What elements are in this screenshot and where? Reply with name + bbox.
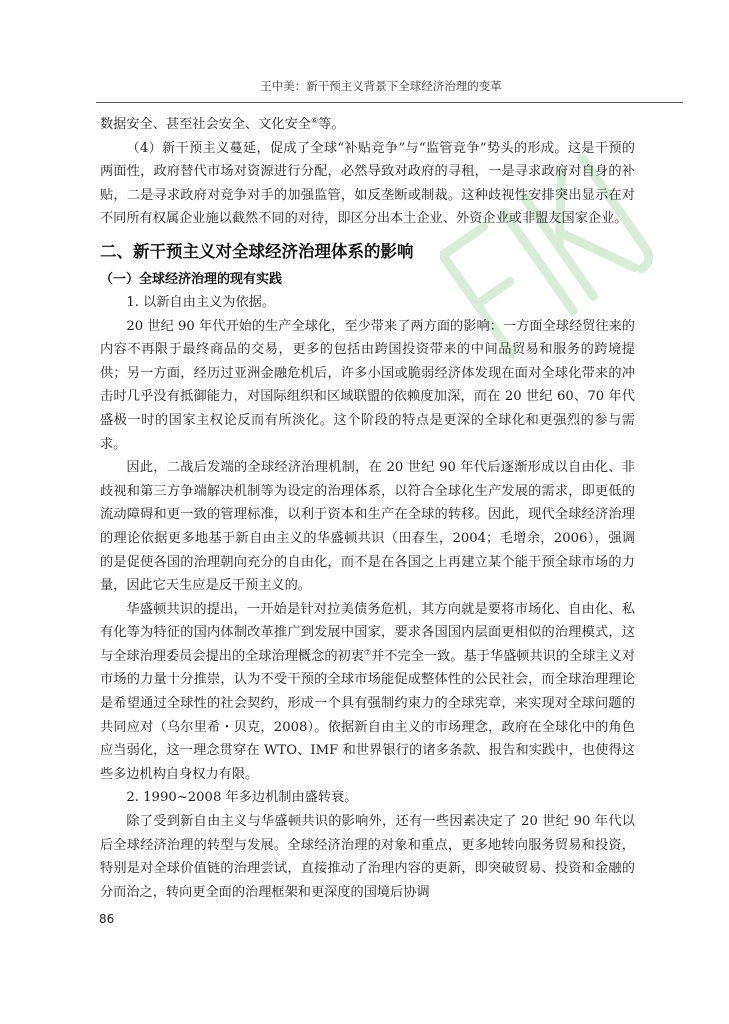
article-body — [100, 113, 635, 904]
paragraph: （4）新干预主义蔓延，促成了全球“补贴竞争”与“监管竞争”势头的形成。这是干预的两面性，政府替代市场对资源进行分配，必然导致对政府的寻租，一是寻求政府对自身的补贴，二是寻求政府对竞争对手的加强监管，如反垄断或制裁。这种歧视性安排突出显示在对不同所有权属企业施以截然不同的对待，即区分出本土企业、外资企业或非盟友国家企业。 — [100, 140, 635, 227]
list-item: 1. 以新自由主义为依据。 — [126, 294, 276, 310]
paragraph-text: 等。 — [318, 117, 345, 132]
footnote-marker: ⑦ — [363, 647, 372, 657]
section-heading: 二、新干预主义对全球经济治理体系的影响 — [100, 241, 414, 261]
paragraph-text: 并不完全一致。基于华盛顿共识的全球主义对市场的力量十分推崇，认为不受干预的全球市场能促成整体性的公民社会，而全球治理理论是希望通过全球性的社会契约，形成一个具有强制约束力的全球宪章，来实现对全球问题的共同应对（乌尔里希・贝克，2008）。依据新自由主义的市场理念，政府在全球化中的角色应当弱化，这一理念贯穿在 WTO、IMF 和世界银行的诸多条款、报告和实践中，也使得这些多边机构自身权力有限。 — [100, 648, 636, 782]
paragraph: 20 世纪 90 年代开始的生产全球化，至少带来了两方面的影响：一方面全球经贸往来的内容不再限于最终商品的交易，更多的包括由跨国投资带来的中间品贸易和服务的跨境提供；另一方面，经历过亚洲金融危机后，许多小国或脆弱经济体发现在面对全球化带来的冲击时几乎没有抵御能力，对国际组织和区域联盟的依赖度加深，而在 20 世纪 60、70 年代盛极一时的国家主权论反而有所淡化。这个阶段的特点是更深的全球化和更强烈的参与需求。 — [100, 318, 635, 452]
paragraph: 因此，二战后发端的全球经济治理机制，在 20 世纪 90 年代后逐渐形成以自由化、非歧视和第三方争端解决机制等为设定的治理体系，以符合全球化生产发展的需求，即更低的流动障碍和更一致的管理标准，以利于资本和生产在全球的转移。因此，现代全球经济治理的理论依据更多地基于新自由主义的华盛顿共识（田春生，2004；毛增余，2006），强调的是促使各国的治理朝向充分的自由化，而不是在各国之上再建立某个能干预全球市场的力量，因此它天生应是反干预主义的。 — [100, 460, 635, 594]
paragraph-text: 数据安全、甚至社会安全、文化安全 — [100, 117, 311, 132]
paragraph — [100, 113, 635, 137]
footnote-marker: ⑥ — [311, 116, 319, 125]
running-header: 王中美：新干预主义背景下全球经济治理的变革 — [260, 79, 502, 93]
paragraph — [100, 598, 635, 787]
paragraph: 除了受到新自由主义与华盛顿共识的影响外，还有一些因素决定了 20 世纪 90 年代以后全球经济治理的转型与发展。全球经济治理的对象和重点，更多地转向服务贸易和投资，特别是对全球价值链的治理尝试，直接推动了治理内容的更新，即突破贸易、投资和金融的分而治之，转向更全面的治理框架和更深度的国境后协调 — [100, 814, 635, 900]
header-divider — [96, 102, 683, 103]
paragraph-text: 华盛顿共识的提出，一开始是针对拉美债务危机，其方向就是要将市场化、自由化、私有化等为特征的国内体制改革推广到发展中国家，要求各国国内层面更相似的治理模式，这与全球治理委员会提出的全球治理概念的初衷 — [100, 601, 635, 664]
page-number: 86 — [99, 912, 115, 926]
list-item: 2. 1990~2008 年多边机制由盛转衰。 — [126, 790, 358, 806]
subsection-heading: （一）全球经济治理的现有实践 — [100, 271, 283, 287]
